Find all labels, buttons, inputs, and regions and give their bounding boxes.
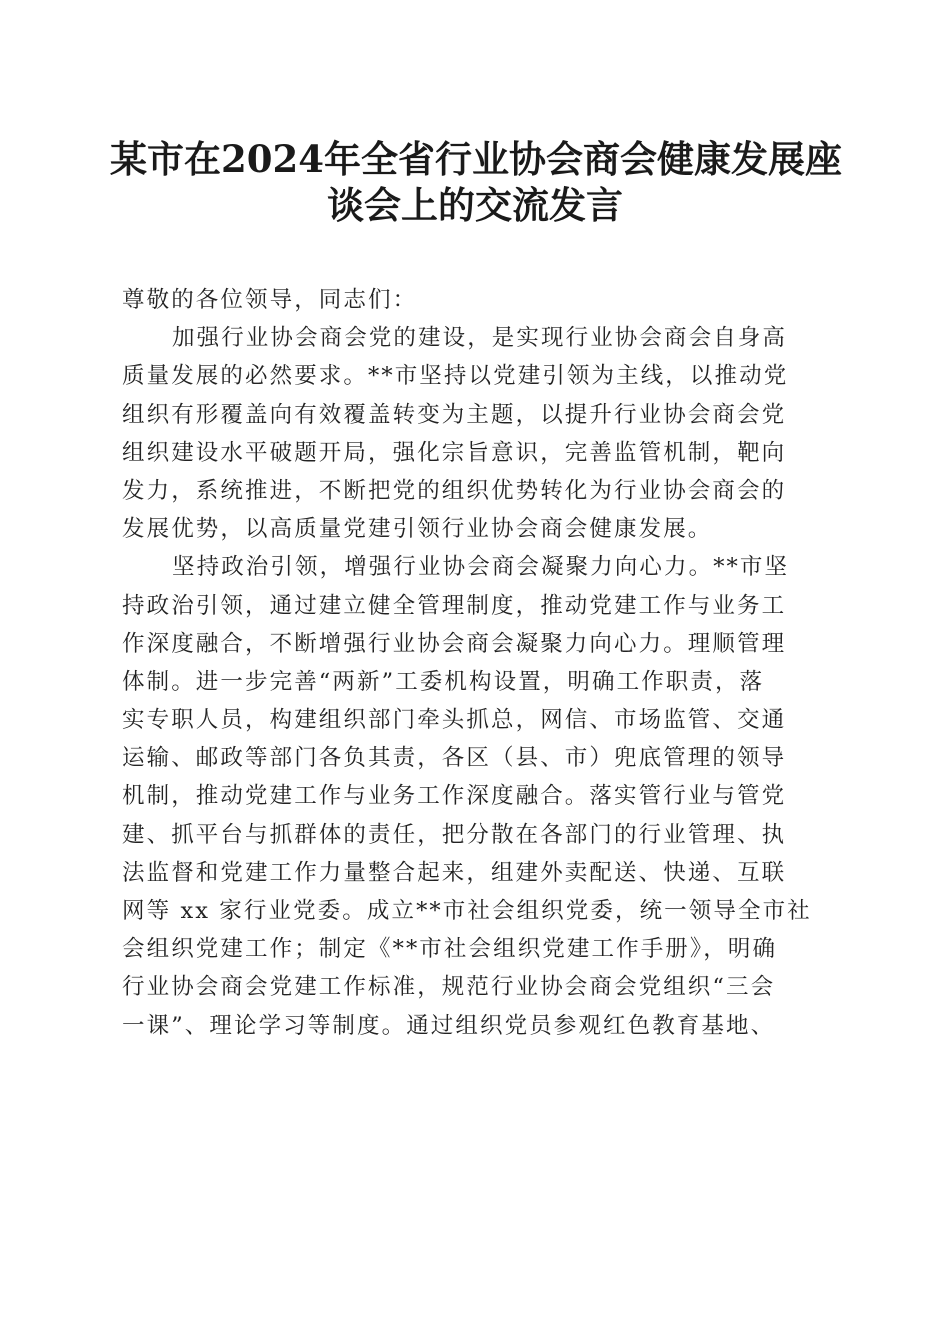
paragraph-line: 发力，系统推进，不断把党的组织优势转化为行业协会商会的 <box>122 477 787 504</box>
paragraph-line: 坚持政治引领，增强行业协会商会凝聚力向心力。**市坚 <box>172 554 790 581</box>
paragraph-line: 加强行业协会商会党的建设，是实现行业协会商会自身高 <box>172 325 788 352</box>
paragraph-line: 质量发展的必然要求。**市坚持以党建引领为主线，以推动党 <box>122 363 789 390</box>
title-line: 某市在2024年全省行业协会商会健康发展座 <box>110 137 842 181</box>
paragraph-line: 会组织党建工作；制定《**市社会组织党建工作手册》，明确 <box>122 936 778 963</box>
paragraph-line: 组织建设水平破题开局，强化宗旨意识，完善监管机制，靶向 <box>122 439 787 466</box>
greeting: 尊敬的各位领导，同志们： <box>122 287 418 313</box>
paragraph-line: 作深度融合，不断增强行业协会商会凝聚力向心力。理顺管理 <box>122 630 787 657</box>
paragraph-line: 持政治引领，通过建立健全管理制度，推动党建工作与业务工 <box>122 592 787 619</box>
paragraph-line: 实专职人员，构建组织部门牵头抓总，网信、市场监管、交通 <box>122 707 787 734</box>
paragraph-line: 网等 xx 家行业党委。成立**市社会组织党委，统一领导全市社 <box>122 898 812 924</box>
title-line: 谈会上的交流发言 <box>327 183 623 227</box>
paragraph-line: 发展优势，以高质量党建引领行业协会商会健康发展。 <box>122 516 713 543</box>
paragraph-1 <box>122 319 830 548</box>
paragraph-2 <box>122 548 830 1044</box>
paragraph-line: 建、抓平台与抓群体的责任，把分散在各部门的行业管理、执 <box>122 821 787 848</box>
paragraph-line: 法监督和党建工作力量整合起来，组建外卖配送、快递、互联 <box>122 859 787 886</box>
paragraph-line: 机制，推动党建工作与业务工作深度融合。落实管行业与管党 <box>122 783 787 810</box>
paragraph-line: 组织有形覆盖向有效覆盖转变为主题，以提升行业协会商会党 <box>122 401 787 428</box>
document-body <box>122 281 830 1045</box>
paragraph-line: 一课”、理论学习等制度。通过组织党员参观红色教育基地、 <box>122 1012 776 1039</box>
paragraph-line: 体制。进一步完善“两新”工委机构设置，明确工作职责，落 <box>122 668 765 695</box>
document-title <box>110 136 840 228</box>
paragraph-line: 运输、邮政等部门各负其责，各区（县、市）兜底管理的领导 <box>122 745 787 772</box>
paragraph-line: 行业协会商会党建工作标准，规范行业协会商会党组织“三会 <box>122 974 776 1001</box>
